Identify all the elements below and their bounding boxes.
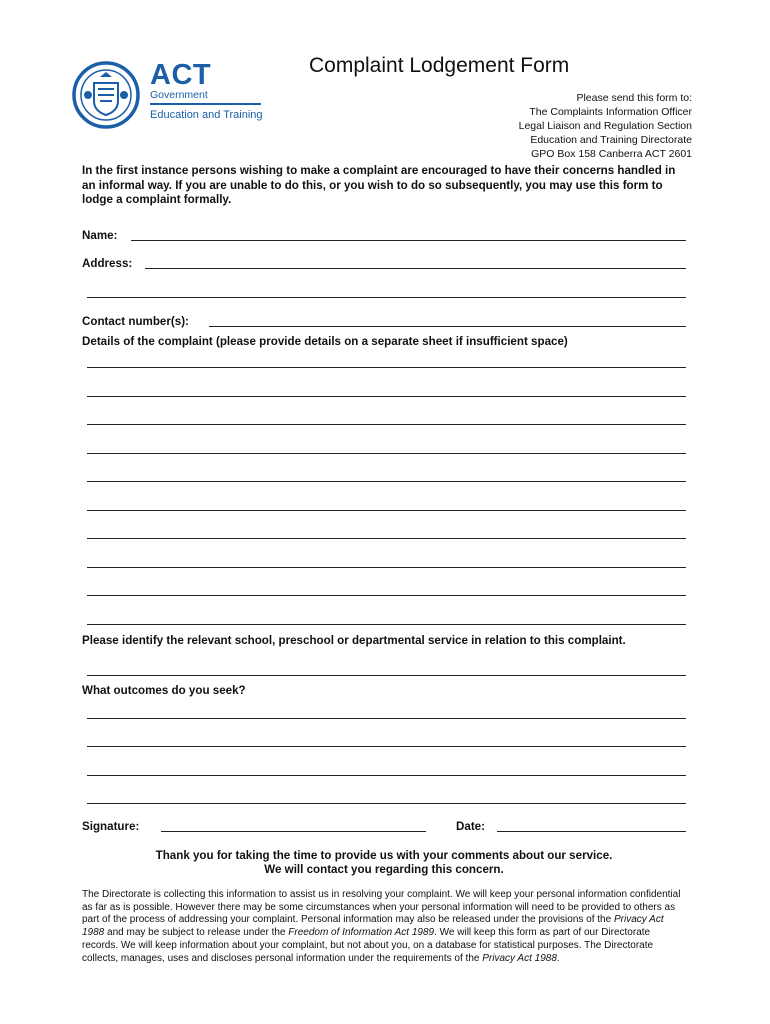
send-to-line: Legal Liaison and Regulation Section [518,120,692,132]
privacy-text: The Directorate is collecting this information to assist us in resolving your complaint. We will keep your personal information confidential as far as is possible. However there may be some circumstances when your personal information will need to be provided to others as part of the process of addressing your complaint. Personal information may also be released under the provisions of the [82,889,681,926]
thank-you-line-2: We will contact you regarding this concern. [264,863,504,876]
outcomes-line[interactable] [87,775,686,776]
address-label: Address: [82,257,133,270]
send-to-address [519,91,692,161]
complaint-details-line[interactable] [87,367,686,368]
logo-divider [150,103,261,105]
complaint-details-line[interactable] [87,481,686,482]
privacy-text: and may be subject to release under the [104,927,289,939]
name-field[interactable] [131,240,686,241]
relevant-service-label: Please identify the relevant school, preschool or departmental service in relation to this complaint. [82,634,626,647]
complaint-details-line[interactable] [87,538,686,539]
signature-field[interactable] [161,831,426,832]
send-to-line: Please send this form to: [576,92,692,104]
foi-act-reference: Freedom of Information Act 1989 [288,927,435,939]
address-field-line-2[interactable] [87,297,686,298]
page-title: Complaint Lodgement Form [309,54,570,77]
outcomes-line[interactable] [87,803,686,804]
privacy-text: . We will keep this form as part of our Directorate records. We will keep information about your complaint, but not about you, on a database for statistical purposes. The Directorate collects, manages, uses and discloses personal information under the requirements of the [82,927,654,964]
outcomes-line[interactable] [87,718,686,719]
send-to-line: Education and Training Directorate [530,134,692,146]
name-label: Name: [82,229,118,242]
complaint-details-line[interactable] [87,453,686,454]
date-label: Date: [456,820,485,833]
complaint-details-line[interactable] [87,624,686,625]
act-government-seal-icon [72,61,140,129]
complaint-details-line[interactable] [87,595,686,596]
privacy-act-reference: Privacy Act 1988 [82,914,664,939]
complaint-details-line[interactable] [87,567,686,568]
thank-you-line-1: Thank you for taking the time to provide us with your comments about our service. [155,849,613,862]
privacy-act-reference: Privacy Act 1988 [482,952,557,964]
send-to-line: The Complaints Information Officer [529,106,692,118]
complaint-details-line[interactable] [87,424,686,425]
logo-government-text: Government [150,89,208,101]
complaint-details-line[interactable] [87,510,686,511]
contact-number-label: Contact number(s): [82,315,189,328]
logo-department-text: Education and Training [150,109,263,121]
outcomes-line[interactable] [87,746,686,747]
send-to-line: GPO Box 158 Canberra ACT 2601 [531,148,692,160]
intro-paragraph: In the first instance persons wishing to make a complaint are encouraged to have their concerns handled in an informal way. If you are unable to do this, or you wish to do so subsequently, you may use this form to lodge a complaint formally. [82,164,676,206]
outcomes-label: What outcomes do you seek? [82,684,246,697]
complaint-details-line[interactable] [87,396,686,397]
contact-number-field[interactable] [209,326,686,327]
date-field[interactable] [497,831,686,832]
logo-act-text: ACT [150,59,212,91]
relevant-service-field[interactable] [87,675,686,676]
signature-label: Signature: [82,820,140,833]
privacy-text: . [556,952,560,964]
complaint-details-label: Details of the complaint (please provide details on a separate sheet if insufficient space) [82,335,568,348]
address-field[interactable] [145,268,686,269]
thank-you-message [82,849,686,877]
privacy-notice [82,889,688,965]
